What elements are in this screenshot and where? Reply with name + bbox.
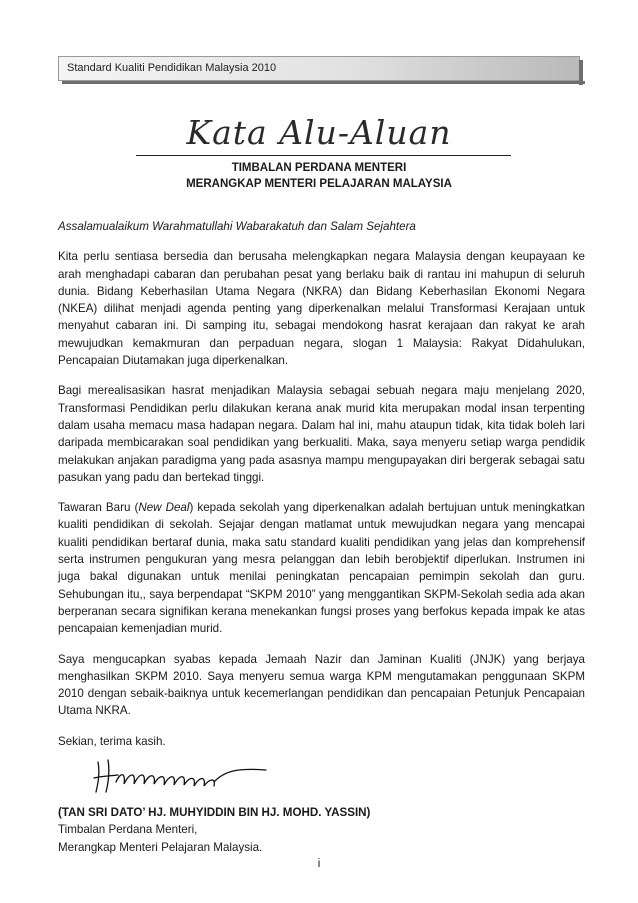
- new-deal-term: New Deal: [138, 501, 190, 515]
- handwritten-signature: [90, 752, 270, 796]
- header-title: Standard Kualiti Pendidikan Malaysia 2010: [67, 62, 277, 74]
- page-number: i: [317, 858, 321, 870]
- paragraph-4: Saya mengucapkan syabas kepada Jemaah Nazir dan Jaminan Kualiti (JNJK) yang berjaya menghasilkan SKPM 2010. Saya menyeru semua warga KPM mengutamakan penggunaan SKPM 2010 dengan sebaik-baiknya untuk kecemerlangan pendidikan dan pencapaian Petunjuk Pencapaian Utama NKRA.: [58, 652, 585, 718]
- signatory-role-2: Merangkap Menteri Pelajaran Malaysia.: [58, 840, 263, 854]
- header-bar: [58, 56, 580, 81]
- letter-body: [58, 218, 585, 763]
- paragraph-3-start: Tawaran Baru (: [58, 501, 139, 515]
- header-shadow-bottom: [62, 81, 585, 84]
- closing-line: Sekian, terima kasih.: [58, 734, 166, 748]
- subtitle-line-1: TIMBALAN PERDANA MENTERI: [231, 162, 407, 174]
- paragraph-3: [58, 499, 585, 637]
- paragraph-2: Bagi merealisasikan hasrat menjadikan Malaysia sebagai sebuah negara maju menjelang 2020, Transformasi Pendidikan perlu dilakukan kerana anak murid kita merupakan modal insan terpenting dalam usaha memacu masa hadapan negara. Dalam hal ini, mahu ataupun tidak, kita tidak boleh lari daripada membicarakan soal pendidikan yang berkualiti. Maka, saya menyeru setiap warga pendidik melakukan anjakan paradigma yang pada asasnya mampu mengupayakan diri bergerak sebagai satu pasukan yang padu dan bertekad tinggi.: [58, 384, 585, 484]
- paragraph-1: Kita perlu sentiasa bersedia dan berusaha melengkapkan negara Malaysia dengan keupayaan ke arah menghadapi cabaran dan perubahan pesat yang berlaku baik di rantau ini mahupun di seluruh dunia. Bidang Keberhasilan Utama Negara (NKRA) dan Bidang Keberhasilan Ekonomi Negara (NKEA) dilihat menjadi agenda penting yang diperkenalkan melalui Transformasi Kerajaan untuk menyahut cabaran ini. Di samping itu, sebagai mendokong hasrat kerajaan dan rakyat ke arah mewujudkan kemakmuran dan perpaduan negara, slogan 1 Malaysia: Rakyat Didahulukan, Pencapaian Diutamakan juga diperkenalkan.: [58, 250, 585, 368]
- subtitle-line-2: MERANGKAP MENTERI PELAJARAN MALAYSIA: [186, 178, 452, 190]
- paragraph-3-rest: ) kepada sekolah yang diperkenalkan adalah bertujuan untuk meningkatkan kualiti pendidikan di sekolah. Sejajar dengan matlamat untuk mewujudkan negara yang mencapai kualiti pendidikan bertaraf dunia, maka satu standard kualiti pendidikan yang jelas dan komprehensif serta instrumen pengukuran yang mesra pelanggan dan lebih berobjektif diperlukan. Instrumen ini juga bakal digunakan untuk menilai peningkatan pencapaian pemimpin sekolah dan guru. Sehubungan itu,, saya berpendapat “SKPM 2010” yang menggantikan SKPM-Sekolah sedia ada akan berperanan secara signifikan kerana menekankan fungsi proses yang berfokus kepada impak ke atas pencapaian kemenjadian murid.: [58, 501, 585, 636]
- page-title-script: Kata Alu-Aluan: [186, 113, 452, 152]
- signatory-name: (TAN SRI DATO’ HJ. MUHYIDDIN BIN HJ. MOHD. YASSIN): [58, 806, 371, 819]
- signatory-role-1: Timbalan Perdana Menteri,: [58, 823, 198, 837]
- greeting: Assalamualaikum Warahmatullahi Wabarakatuh dan Salam Sejahtera: [58, 220, 416, 233]
- signatory-block: [58, 804, 370, 856]
- title-divider: [136, 155, 511, 156]
